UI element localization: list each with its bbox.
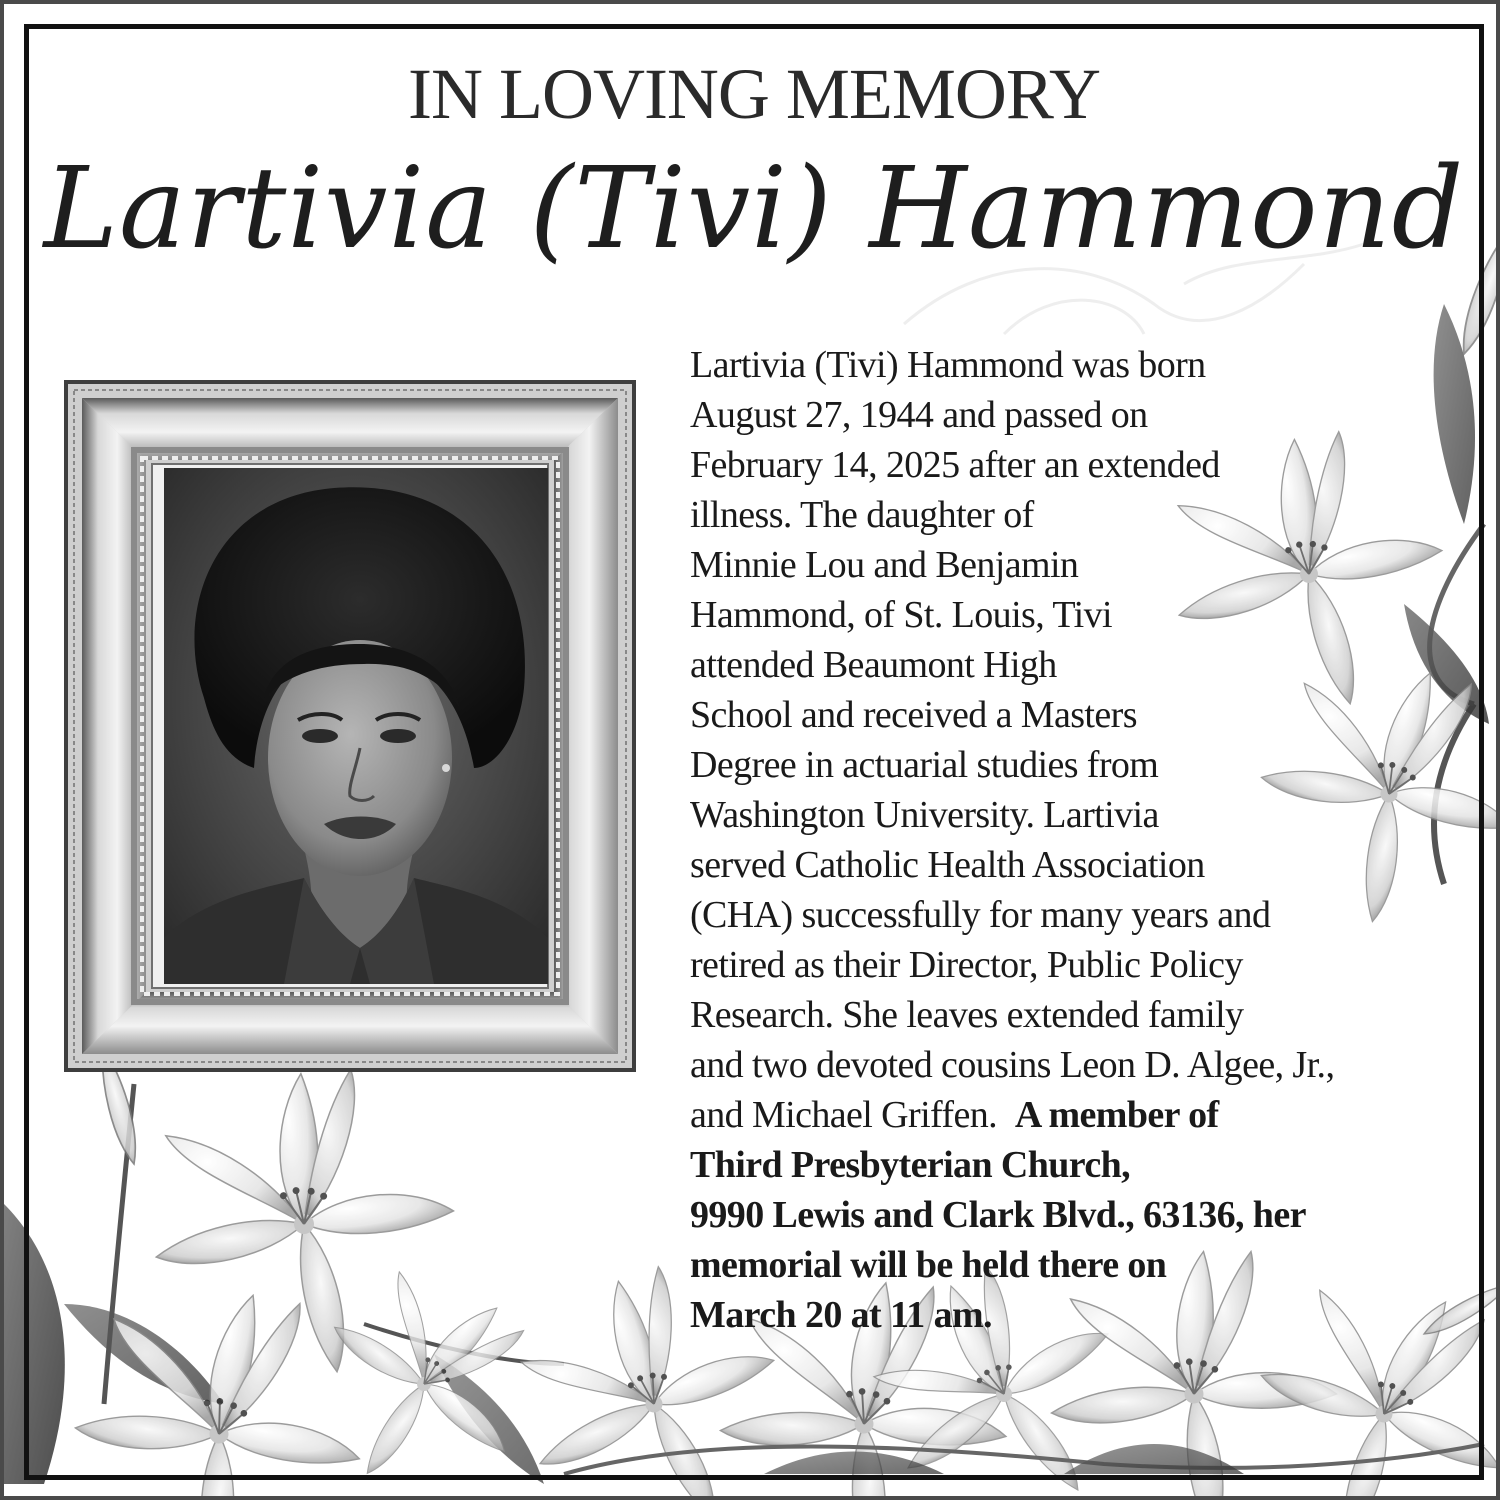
obituary-line-bold-part: A member of bbox=[1014, 1094, 1219, 1136]
obituary-text bbox=[690, 340, 1480, 1340]
church-name: Third Presbyterian Church, bbox=[690, 1144, 1131, 1186]
obituary-line: February 14, 2025 after an extended bbox=[690, 444, 1220, 486]
memorial-line: memorial will be held there on bbox=[690, 1244, 1167, 1286]
obituary-line: School and received a Masters bbox=[690, 694, 1137, 736]
memorial-date: March 20 at 11 am. bbox=[690, 1294, 992, 1336]
obituary-line: Washington University. Lartivia bbox=[690, 794, 1159, 836]
obituary-line-mixed bbox=[690, 1090, 1480, 1140]
obituary-line: Minnie Lou and Benjamin bbox=[690, 544, 1079, 586]
obituary-line: illness. The daughter of bbox=[690, 494, 1034, 536]
obituary-line: Lartivia (Tivi) Hammond was born bbox=[690, 344, 1206, 386]
obituary-line: served Catholic Health Association bbox=[690, 844, 1205, 886]
obituary-line: Hammond, of St. Louis, Tivi bbox=[690, 594, 1112, 636]
obituary-line: Research. She leaves extended family bbox=[690, 994, 1244, 1036]
obituary-line: and two devoted cousins Leon D. Algee, Jr., bbox=[690, 1044, 1335, 1086]
in-loving-memory-heading: IN LOVING MEMORY bbox=[408, 54, 1100, 134]
church-address: 9990 Lewis and Clark Blvd., 63136, her bbox=[690, 1194, 1306, 1236]
deceased-name: Lartivia (Tivi) Hammond bbox=[43, 144, 1465, 274]
obituary-line: August 27, 1944 and passed on bbox=[690, 394, 1148, 436]
portrait-photo bbox=[164, 468, 548, 984]
obituary-line: Degree in actuarial studies from bbox=[690, 744, 1159, 786]
obituary-line: (CHA) successfully for many years and bbox=[690, 894, 1271, 936]
obituary-line: retired as their Director, Public Policy bbox=[690, 944, 1243, 986]
obituary-line-plain-part: and Michael Griffen. bbox=[690, 1094, 1015, 1136]
obituary-line: attended Beaumont High bbox=[690, 644, 1057, 686]
